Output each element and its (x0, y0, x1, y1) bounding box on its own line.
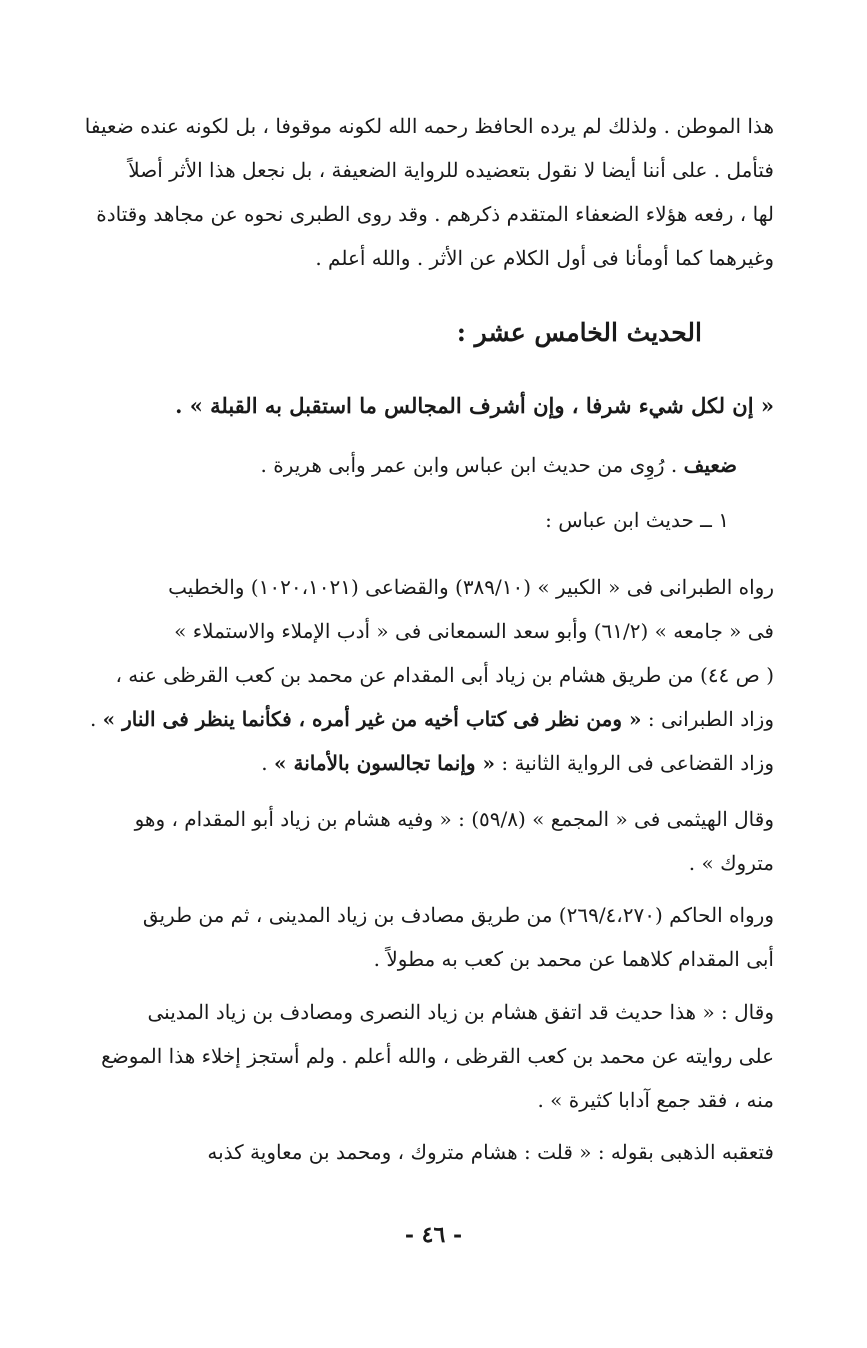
line-prefix: وزاد القضاعى فى الرواية الثانية : (495, 751, 774, 775)
text-line: رواه الطبرانى فى « الكبير » (٣٨٩/١٠) والقضاعى (١٠٢٠،١٠٢١) والخطيب (168, 575, 774, 599)
paragraph-hakim (92, 893, 774, 981)
text-line: وغيرهما كما أومأنا فى أول الكلام عن الأثر . والله أعلم . (315, 246, 774, 270)
text-line: أبى المقدام كلاهما عن محمد بن كعب به مطولاً . (373, 947, 774, 971)
line-prefix: وزاد الطبرانى : (641, 707, 774, 731)
section-heading: الحديث الخامس عشر : (456, 318, 702, 347)
text-line: فتأمل . على أننا أيضا لا نقول بتعضيده للرواية الضعيفة ، بل نجعل هذا الأثر أصلاً (128, 158, 774, 182)
line-suffix: . (261, 751, 275, 775)
text-line: ورواه الحاكم (٢٦٩/٤،٢٧٠) من طريق مصادف بن زياد المدينى ، ثم من طريق (142, 903, 774, 927)
text-line: متروك » . (688, 851, 774, 875)
paragraph-intro (84, 104, 774, 280)
grade-label: ضعيف (683, 453, 737, 477)
paragraph-haythami (92, 797, 774, 885)
subheading-ibn-abbas: ١ ــ حديث ابن عباس : (545, 508, 729, 532)
text-line: منه ، فقد جمع آدابا كثيرة » . (537, 1088, 774, 1112)
grade-line (261, 453, 737, 477)
text-line: هذا الموطن . ولذلك لم يرده الحافظ رحمه الله لكونه موقوفا ، بل لكونه عنده ضعيفا (84, 114, 774, 138)
text-line: وقال : « هذا حديث قد اتفق هشام بن زياد النصرى ومصادف بن زياد المدينى (147, 1000, 774, 1024)
text-line: لها ، رفعه هؤلاء الضعفاء المتقدم ذكرهم . وقد روى الطبرى نحوه عن مجاهد وقتادة (96, 202, 774, 226)
text-line: فى « جامعه » (٦١/٢) وأبو سعد السمعانى فى « أدب الإملاء والاستملاء » (174, 619, 774, 643)
line-suffix: . (89, 707, 103, 731)
qudai-addition: « وإنما تجالسون بالأمانة » (274, 751, 495, 775)
hadith-text: « إن لكل شيء شرفا ، وإن أشرف المجالس ما استقبل به القبلة » . (175, 393, 774, 418)
text-line: ( ص ٤٤) من طريق هشام بن زياد أبى المقدام عن محمد بن كعب القرظى عنه ، (115, 663, 774, 687)
text-line: فتعقبه الذهبى بقوله : « قلت : هشام متروك ، ومحمد بن معاوية كذبه (207, 1140, 774, 1164)
text-line (92, 741, 774, 785)
text-line: على روايته عن محمد بن كعب القرظى ، والله أعلم . ولم أستجز إخلاء هذا الموضع (101, 1044, 774, 1068)
page-number: - ٤٦ - (404, 1222, 463, 1248)
paragraph-narration (89, 565, 774, 785)
grade-text: . رُوِى من حديث ابن عباس وابن عمر وأبى هريرة . (260, 453, 678, 477)
paragraph-hakim-quote (92, 990, 774, 1122)
paragraph-dhahabi (92, 1130, 774, 1174)
tabarani-addition: « ومن نظر فى كتاب أخيه من غير أمره ، فكأنما ينظر فى النار » (102, 707, 642, 731)
text-line: وقال الهيثمى فى « المجمع » (٥٩/٨) : « وفيه هشام بن زياد أبو المقدام ، وهو (134, 807, 774, 831)
text-line (89, 697, 774, 741)
